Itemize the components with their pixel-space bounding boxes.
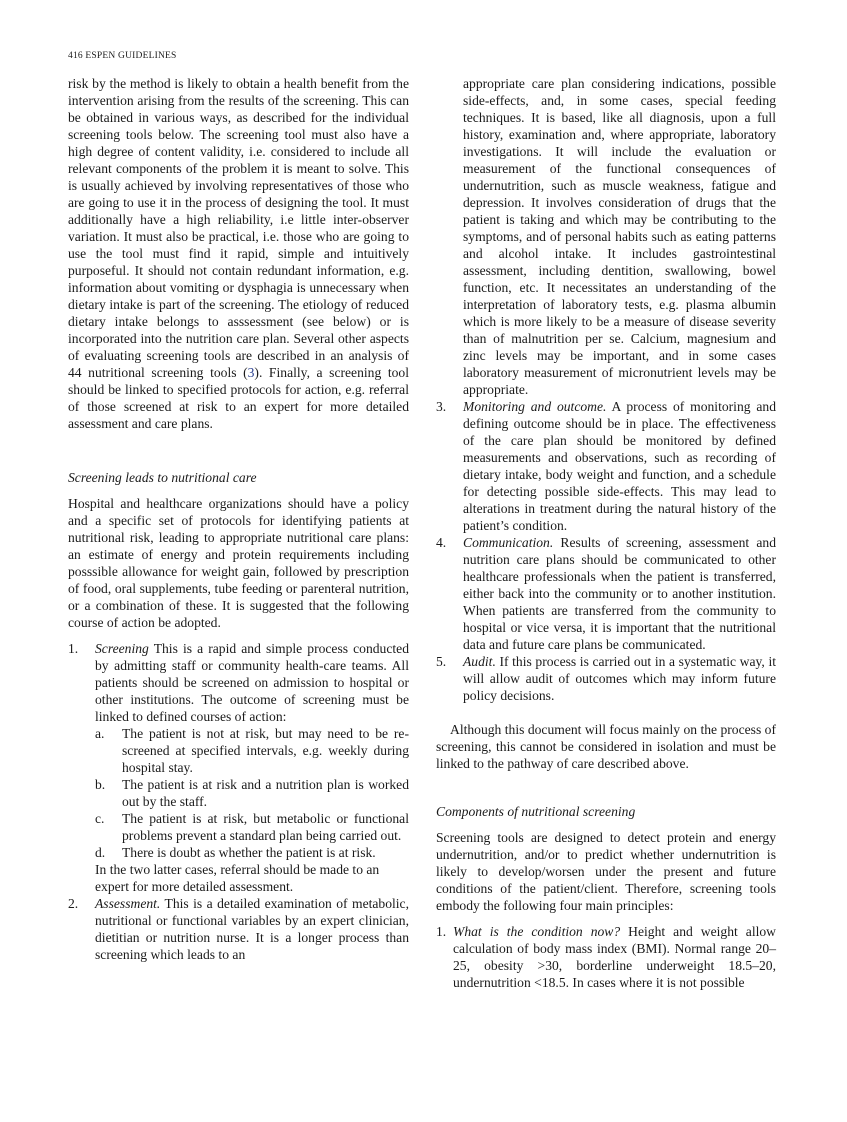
paragraph-document-focus: Although this document will focus mainly on the process of screening, this cannot be considered in isolation and must be linked to the pathway of care described above. [436, 722, 776, 771]
list-item-monitoring: 3. Monitoring and outcome. A process of monitoring and defining outcome should be in place. The effectiveness of the care plan should be monitored by defined measurements and observations, such as recording of dietary intake, body weight and function, and a schedule for detecting possible side-effects. This may lead to alterations in treatment during the natural history of the patient’s condition. [436, 399, 776, 533]
list-item-audit: 5. Audit. If this process is carried out in a systematic way, it will allow audit of outcomes which may inform future policy decisions. [436, 654, 776, 703]
sub-item-a: a. The patient is not at risk, but may need to be re-screened at specified intervals, e.g. weekly during hospital stay. [95, 726, 409, 775]
paragraph-screening-tool-criteria: risk by the method is likely to obtain a health benefit from the intervention arising from the results of the screening. This can be obtained in various ways, as described for the individual screening tools below. The screening tool must also have a high degree of content validity, i.e. considered to include all relevant components of the problem it is meant to solve. This is usually achieved by involving representatives of those who are going to use it in the process of designing the tool. It must additionally have a high reliability, i.e little inter-observer variation. It must also be practical, i.e. those who are going to use the tool must find it rapid, simple and intuitively purposeful. It should not contain redundant information, e.g. information about vomiting or dysphagia is unnecessary when dietary intake is part of the screening. The etiology of reduced dietary intake belongs to asssessment (see below) or is incorporated into the nutrition care plan. Several other aspects of evaluating screening tools are described in an analysis of 44 nutritional screening tools (3). Finally, a screening tool should be linked to specified protocols for action, e.g. referral of those screened at risk to an expert for more detailed assessment and care plans. [68, 76, 409, 431]
sub-note: In the two latter cases, referral should be made to an expert for more detailed assessment. [95, 862, 380, 894]
paragraph-screening-tools: Screening tools are designed to detect protein and energy undernutrition, and/or to predict whether undernutrition is likely to develop/worsen under the present and future conditions of the patient/client. Therefore, screening tools embody the following four main principles: [436, 830, 776, 913]
citation-link[interactable]: 3 [247, 365, 255, 380]
left-column [68, 75, 409, 963]
paragraph-assessment-continued: appropriate care plan considering indications, possible side-effects, and, in some cases, special feeding techniques. It is based, like all diagnosis, upon a full history, examination and, where appropriate, laboratory investigations. It will include the evaluation or measurement of the functional consequences of undernutrition, such as muscle weakness, fatigue and depression. It involves consideration of drugs that the patient is taking and which may be contributing to the symptoms, and of personal habits such as eating patterns and alcohol intake. It includes gastrointestinal assessment, including dentition, swallowing, bowel function, etc. It necessitates an understanding of the interpretation of laboratory tests, e.g. plasma albumin which is more likely to be a measure of disease severity than of malnutrition per se. Calcium, magnesium and zinc levels may be important, and in some cases laboratory measurement of micronutrient levels may be appropriate. [463, 76, 776, 397]
list-item-communication: 4. Communication. Results of screening, assessment and nutrition care plans should be communicated to other healthcare professionals when the patient is transferred, either back into the community or to another institution. When patients are transferred from the community to hospital or vice versa, it is important that the nutritional data and future care plans be communicated. [436, 535, 776, 652]
section-heading-screening-leads: Screening leads to nutritional care [68, 470, 257, 485]
right-column [436, 75, 776, 991]
list-item-assessment: 2. Assessment. This is a detailed examination of metabolic, nutritional or functional variables by an expert clinician, dietitian or nutrition nurse. It is a longer process than screening which leads to an [68, 896, 409, 962]
section-heading-components: Components of nutritional screening [436, 804, 636, 819]
sub-item-d: d. There is doubt as whether the patient is at risk. [95, 845, 376, 860]
sub-item-c: c. The patient is at risk, but metabolic or functional problems prevent a standard plan being carried out. [95, 811, 409, 843]
sub-item-b: b. The patient is at risk and a nutrition plan is worked out by the staff. [95, 777, 409, 809]
list-item-condition-now: 1. What is the condition now? Height and weight allow calculation of body mass index (BMI). Normal range 20–25, obesity >30, borderline underweight 18.5–20, undernutrition <18.5. In cases where it is not possible [436, 924, 776, 990]
paragraph-hospital-policy: Hospital and healthcare organizations should have a policy and a specific set of protocols for identifying patients at nutritional risk, leading to appropriate nutritional care plans: an estimate of energy and protein requirements including posssible allowance for weight gain, followed by prescription of food, oral supplements, tube feeding or parenteral nutrition, or a combination of these. It is suggested that the following course of action be adopted. [68, 496, 409, 630]
running-head: 416 ESPEN GUIDELINES [68, 51, 177, 61]
list-item-screening: 1. Screening This is a rapid and simple process conducted by admitting staff or community health-care teams. All patients should be screened on admission to hospital or other institutions. The outcome of screening must be linked to defined courses of action: [68, 641, 409, 724]
